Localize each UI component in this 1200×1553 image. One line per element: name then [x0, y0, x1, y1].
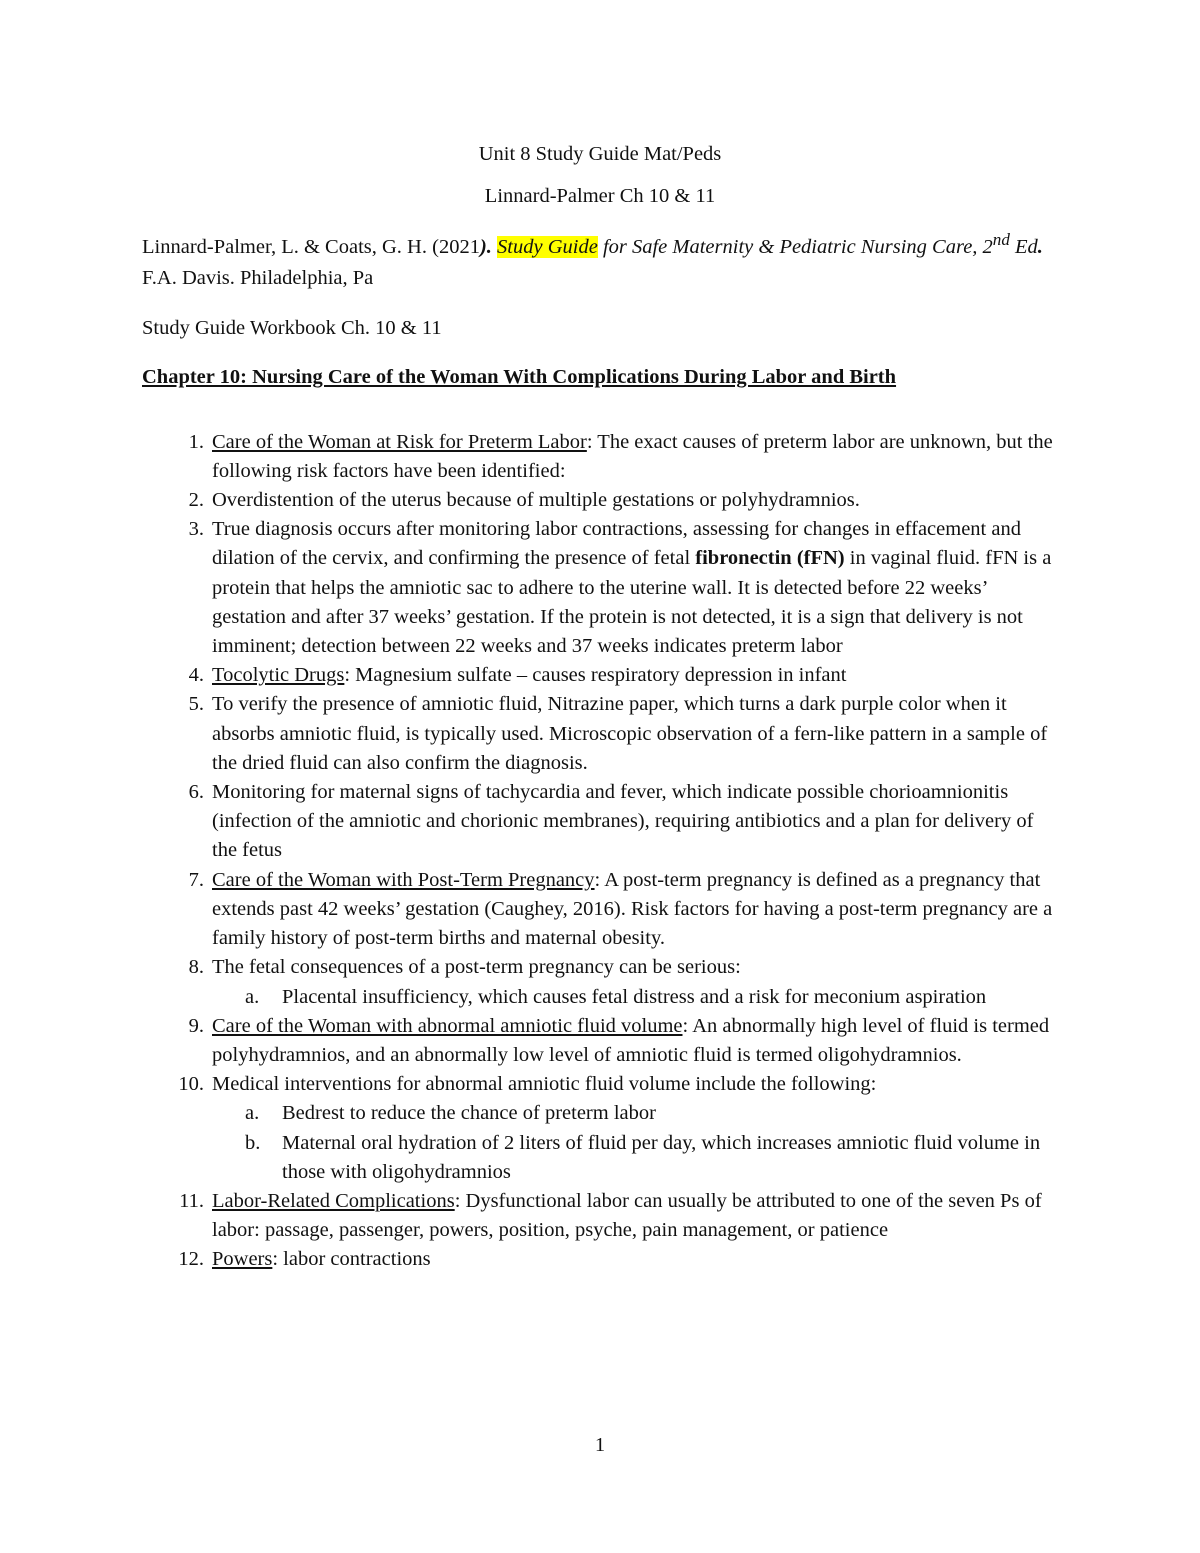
page-number: 1: [594, 1434, 606, 1456]
list-item: [142, 690, 1058, 778]
sub-list-item-letter: a.: [245, 1102, 260, 1125]
list-item: [142, 486, 1058, 515]
list-item: [142, 953, 1058, 1011]
sub-list: [212, 1099, 1058, 1187]
chapter-heading: Chapter 10: Nursing Care of the Woman With Complications During Labor and Birth: [142, 366, 897, 389]
list-item-text: : The exact causes of preterm labor are unknown, but the following risk factors have been identified:: [212, 430, 1053, 482]
list-item-heading: Care of the Woman at Risk for Preterm Labor: [212, 430, 587, 453]
sub-list-item: [212, 1099, 1058, 1128]
list-item: [142, 428, 1058, 486]
citation-dot: .: [1037, 236, 1043, 259]
citation-superscript: nd: [992, 230, 1010, 250]
list-item-text: The fetal consequences of a post-term pregnancy can be serious:: [212, 956, 741, 979]
citation-book-title: for Safe Maternity & Pediatric Nursing Care, 2: [597, 236, 993, 259]
numbered-list: [142, 428, 1058, 1275]
list-item-text: : A post-term pregnancy is defined as a pregnancy that extends past 42 weeks’ gestation (Caughey, 2016). Risk factors for having a post-term pregnancy are a family history of post-term births and maternal obesity.: [212, 868, 1053, 950]
sub-list-item-text: Placental insufficiency, which causes fetal distress and a risk for meconium aspiration: [282, 985, 987, 1008]
sub-list-item-text: Maternal oral hydration of 2 liters of fluid per day, which increases amniotic fluid volume in those with oligohydramnios: [282, 1131, 1041, 1183]
list-item-number: 4.: [188, 664, 204, 687]
list-item-number: 11.: [179, 1189, 204, 1212]
workbook-reference: Study Guide Workbook Ch. 10 & 11: [142, 317, 442, 340]
list-item-number: 1.: [188, 430, 204, 453]
list-item-text: : An abnormally high level of fluid is termed polyhydramnios, and an abnormally low level of amniotic fluid is termed oligohydramnios.: [212, 1014, 1050, 1066]
list-item-number: 3.: [188, 518, 204, 541]
sub-list-item: [212, 983, 1058, 1012]
sub-list-item-text: Bedrest to reduce the chance of preterm labor: [282, 1102, 656, 1125]
sub-list-item: [212, 1129, 1058, 1187]
list-item-text: : Dysfunctional labor can usually be attributed to one of the seven Ps of labor: passage, passenger, powers, position, psyche, pain management, or patience: [212, 1189, 1042, 1242]
list-item-text: : Magnesium sulfate – causes respiratory depression in infant: [344, 664, 847, 687]
list-item: [142, 1187, 1058, 1245]
list-item-heading: Tocolytic Drugs: [212, 664, 345, 687]
list-item-text: Overdistention of the uterus because of multiple gestations or polyhydramnios.: [212, 489, 860, 512]
list-item-number: 8.: [188, 956, 204, 979]
citation-publisher: F.A. Davis. Philadelphia, Pa: [142, 267, 374, 290]
citation: [142, 224, 1058, 294]
list-item: [142, 866, 1058, 954]
list-item: [142, 1245, 1058, 1274]
list-item-heading: Care of the Woman with Post-Term Pregnancy: [212, 868, 595, 891]
list-item-heading: Care of the Woman with abnormal amniotic fluid volume: [212, 1014, 683, 1037]
list-item-text: True diagnosis occurs after monitoring labor contractions, assessing for changes in effacement and dilation of the cervix, and confirming the presence of fetal: [212, 518, 1021, 570]
list-item-number: 7.: [188, 868, 204, 891]
citation-highlight: Study Guide: [497, 236, 598, 259]
citation-paren: ).: [479, 236, 492, 259]
list-item-text: Medical interventions for abnormal amniotic fluid volume include the following:: [212, 1073, 877, 1096]
document-title: Unit 8 Study Guide Mat/Peds: [478, 143, 722, 165]
list-item-heading: Labor-Related Complications: [212, 1189, 455, 1212]
citation-edition: Ed: [1009, 236, 1038, 259]
sub-list-item-letter: a.: [245, 985, 260, 1008]
list-item-text: Monitoring for maternal signs of tachycardia and fever, which indicate possible chorioamnionitis (infection of the amniotic and chorionic membranes), requiring antibiotics and a plan for delivery of the fetus: [212, 781, 1034, 862]
list-item-number: 9.: [188, 1014, 204, 1037]
list-item-number: 10.: [178, 1073, 204, 1096]
sub-list-item-letter: b.: [245, 1131, 261, 1154]
list-item-text-cont: in vaginal fluid. fFN is a protein that helps the amniotic sac to adhere to the uterine wall. It is detected before 22 weeks’ gestation and after 37 weeks’ gestation. If the protein is not detected, it is a sign that delivery is not imminent; detection between 22 weeks and 37 weeks indicates preterm labor: [212, 547, 1052, 658]
list-item: [142, 1070, 1058, 1187]
list-item: [142, 515, 1058, 661]
list-item-heading: Powers: [212, 1248, 273, 1271]
document-subtitle: Linnard-Palmer Ch 10 & 11: [484, 185, 716, 208]
list-item-text: : labor contractions: [272, 1248, 431, 1271]
list-item-number: 5.: [188, 693, 204, 716]
list-item: [142, 661, 1058, 690]
sub-list: [212, 983, 1058, 1012]
citation-authors: Linnard-Palmer, L. & Coats, G. H. (2021: [142, 236, 480, 259]
list-item: [142, 1012, 1058, 1070]
list-item-text: To verify the presence of amniotic fluid, Nitrazine paper, which turns a dark purple color when it absorbs amniotic fluid, is typically used. Microscopic observation of a fern-like pattern in a sample of the dried fluid can also confirm the diagnosis.: [212, 693, 1048, 774]
list-item-bold-term: fibronectin (fFN): [695, 547, 845, 570]
list-item: [142, 778, 1058, 866]
list-item-number: 6.: [188, 781, 204, 804]
list-item-number: 12.: [178, 1248, 204, 1271]
list-item-number: 2.: [188, 489, 204, 512]
